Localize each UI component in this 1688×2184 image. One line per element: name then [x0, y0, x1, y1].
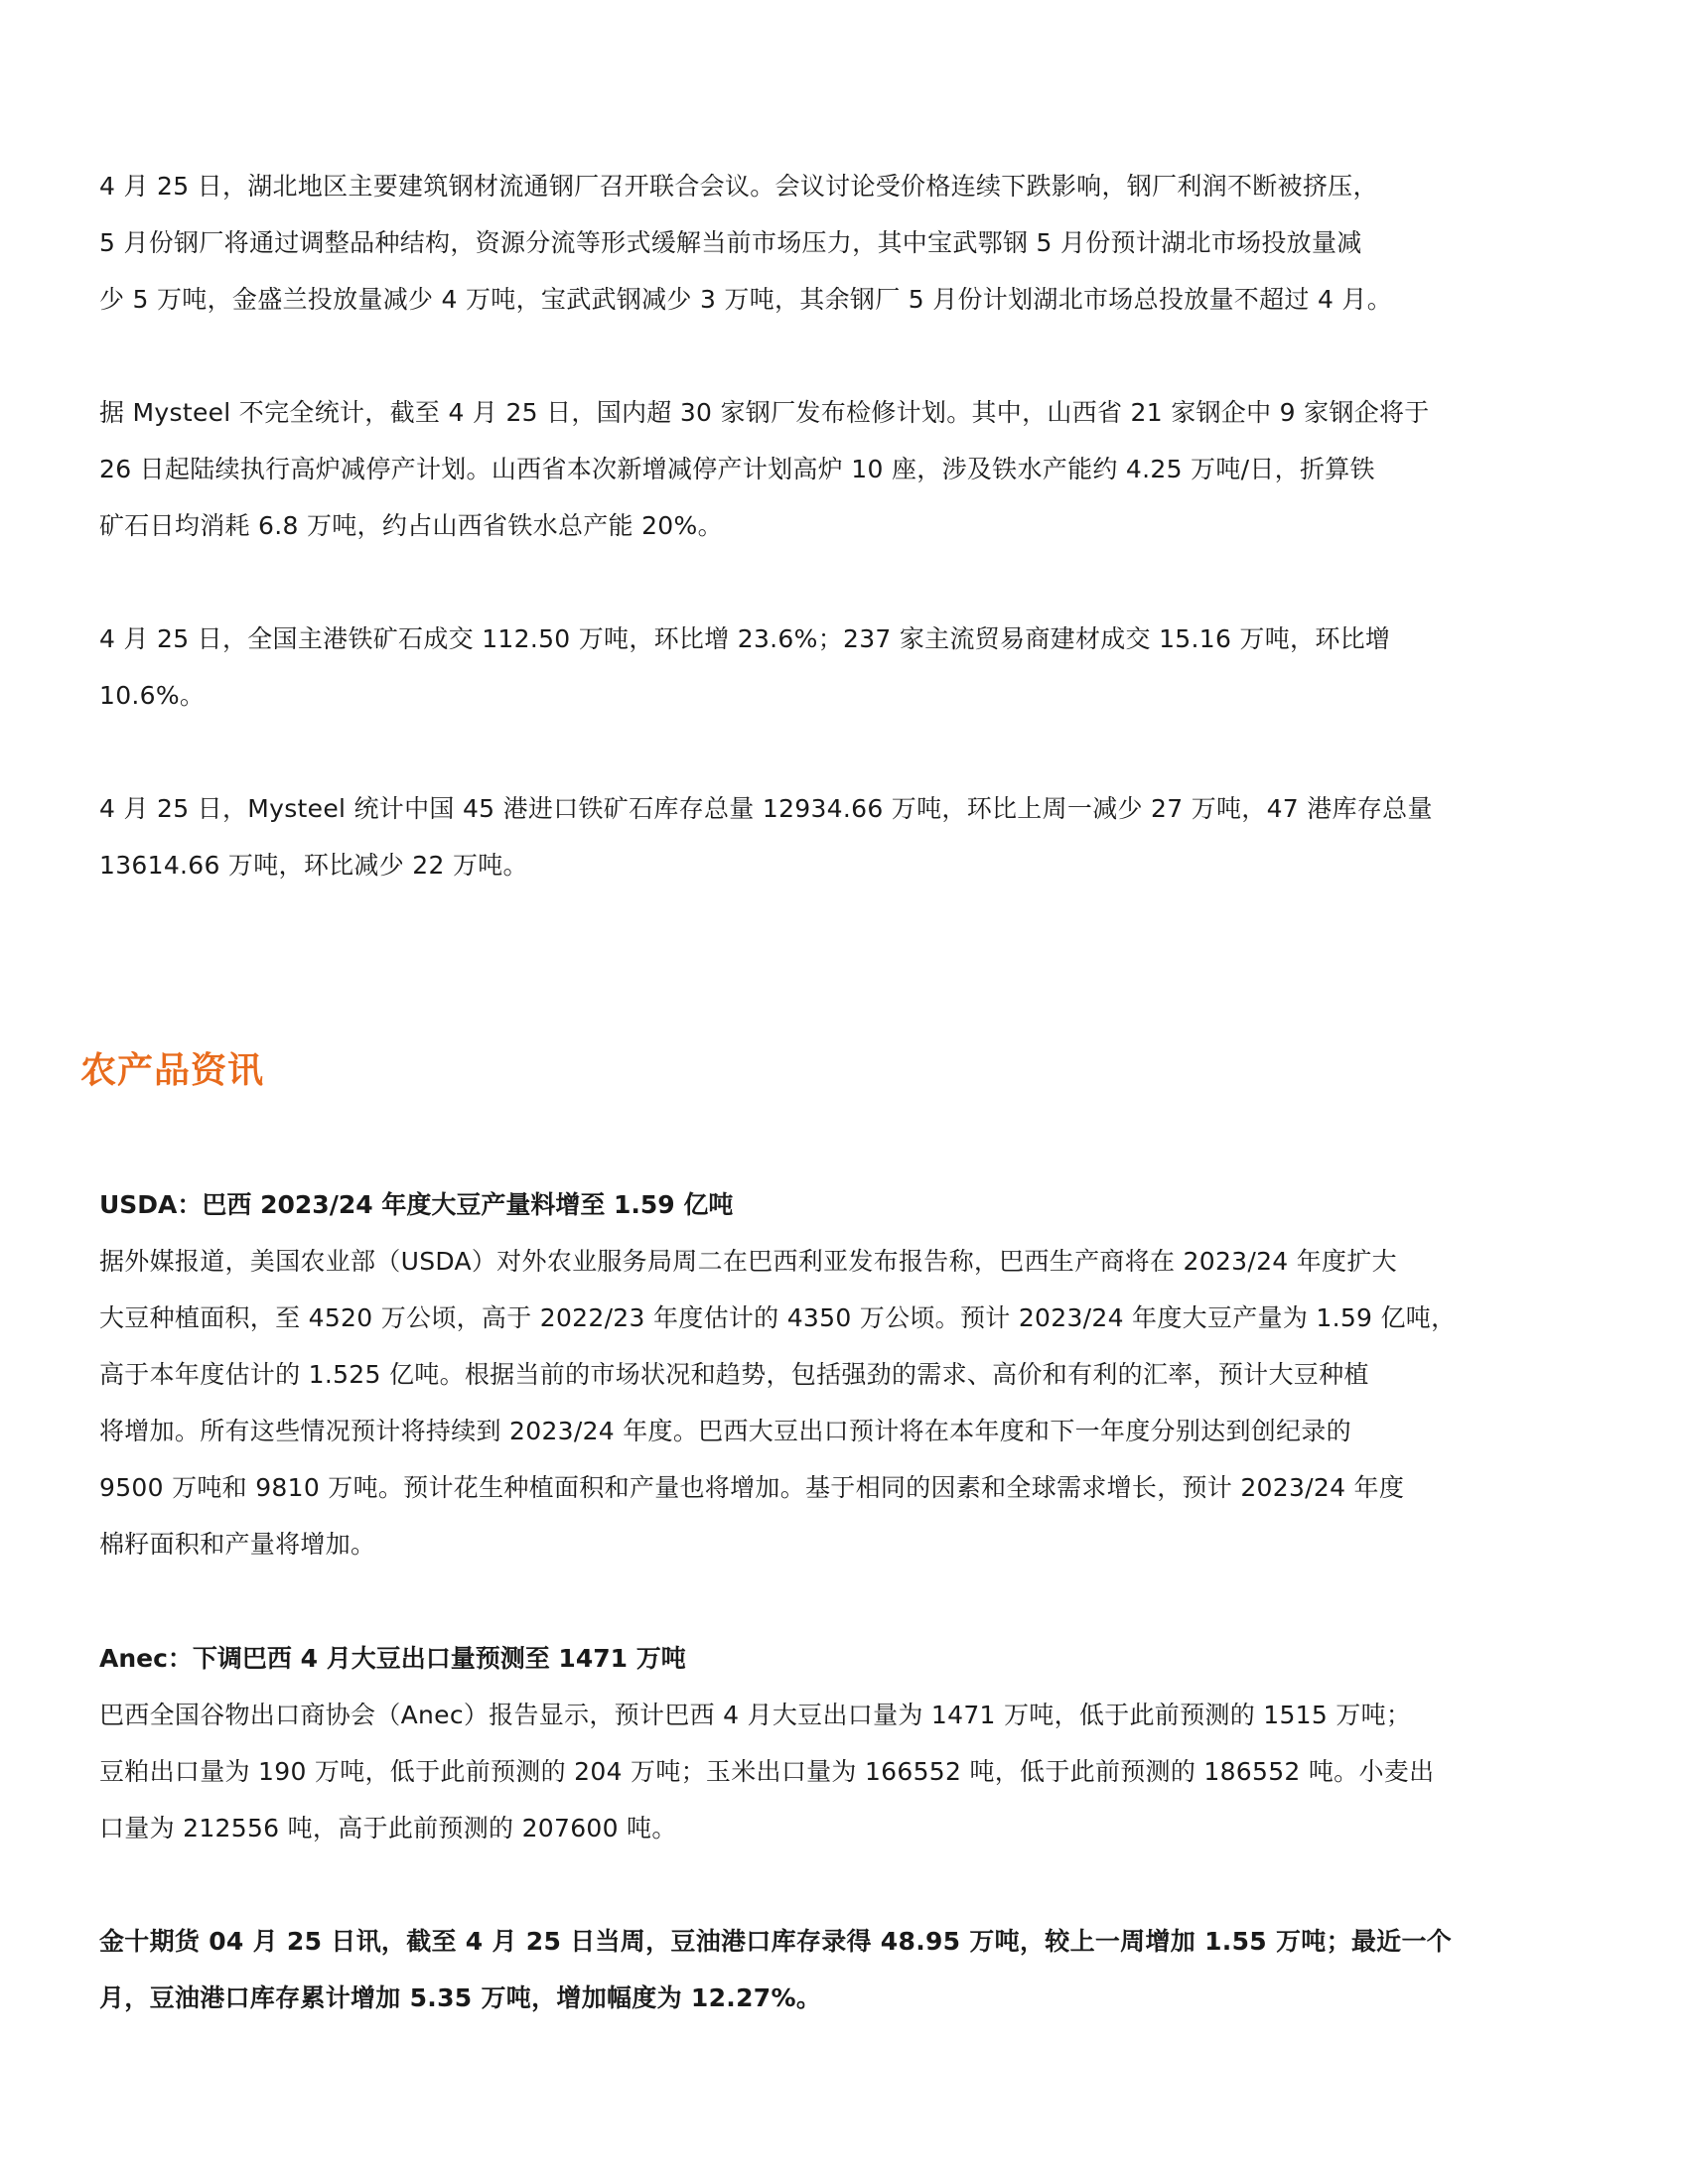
- text-line: 高于本年度估计的 1.525 亿吨。根据当前的市场状况和趋势，包括强劲的需求、高价和有利的汇率，预计大豆种植: [99, 1360, 1369, 1389]
- text-line: 13614.66 万吨，环比减少 22 万吨。: [99, 851, 528, 880]
- steel-news-paragraph-4: [99, 780, 1569, 893]
- text-line: 豆粕出口量为 190 万吨，低于此前预测的 204 万吨；玉米出口量为 166552 吨，低于此前预测的 186552 吨。小麦出: [99, 1757, 1435, 1786]
- paragraph-text: [99, 780, 1569, 893]
- paragraph-text: [99, 1233, 1569, 1572]
- paragraph-text: [99, 158, 1569, 328]
- agri-news-item-2: [99, 1630, 1569, 1856]
- text-line: 4 月 25 日，Mysteel 统计中国 45 港进口铁矿石库存总量 12934.66 万吨，环比上周一减少 27 万吨，47 港库存总量: [99, 794, 1433, 823]
- text-line: 矿石日均消耗 6.8 万吨，约占山西省铁水总产能 20%。: [99, 511, 723, 540]
- text-line: 棉籽面积和产量将增加。: [99, 1530, 376, 1559]
- text-line: 金十期货 04 月 25 日讯，截至 4 月 25 日当周，豆油港口库存录得 48.95 万吨，较上一周增加 1.55 万吨；最近一个: [99, 1927, 1453, 1956]
- section-title: 农产品资讯: [80, 1050, 265, 1091]
- steel-news-paragraph-1: [99, 158, 1569, 328]
- text-line: 口量为 212556 吨，高于此前预测的 207600 吨。: [99, 1814, 677, 1843]
- text-line: 大豆种植面积，至 4520 万公顷，高于 2022/23 年度估计的 4350 万公顷。预计 2023/24 年度大豆产量为 1.59 亿吨，: [99, 1303, 1457, 1332]
- paragraph-text: [99, 1913, 1569, 2026]
- text-line: 据外媒报道，美国农业部（USDA）对外农业服务局周二在巴西利亚发布报告称，巴西生产商将在 2023/24 年度扩大: [99, 1247, 1397, 1276]
- news-headline: USDA：巴西 2023/24 年度大豆产量料增至 1.59 亿吨: [99, 1190, 734, 1219]
- text-line: 巴西全国谷物出口商协会（Anec）报告显示，预计巴西 4 月大豆出口量为 1471 万吨，低于此前预测的 1515 万吨；: [99, 1701, 1412, 1729]
- steel-news-paragraph-3: [99, 611, 1569, 724]
- news-headline: Anec：下调巴西 4 月大豆出口量预测至 1471 万吨: [99, 1644, 686, 1673]
- agri-news-item-3: [99, 1913, 1569, 2026]
- text-line: 26 日起陆续执行高炉减停产计划。山西省本次新增减停产计划高炉 10 座，涉及铁水产能约 4.25 万吨/日，折算铁: [99, 455, 1375, 483]
- paragraph-text: [99, 384, 1569, 554]
- text-line: 据 Mysteel 不完全统计，截至 4 月 25 日，国内超 30 家钢厂发布检修计划。其中，山西省 21 家钢企中 9 家钢企将于: [99, 398, 1430, 427]
- text-line: 10.6%。: [99, 681, 206, 710]
- text-line: 9500 万吨和 9810 万吨。预计花生种植面积和产量也将增加。基于相同的因素和全球需求增长，预计 2023/24 年度: [99, 1473, 1405, 1502]
- text-line: 4 月 25 日，全国主港铁矿石成交 112.50 万吨，环比增 23.6%；237 家主流贸易商建材成交 15.16 万吨，环比增: [99, 624, 1391, 653]
- text-line: 少 5 万吨，金盛兰投放量减少 4 万吨，宝武武钢减少 3 万吨，其余钢厂 5 月份计划湖北市场总投放量不超过 4 月。: [99, 285, 1392, 314]
- text-line: 将增加。所有这些情况预计将持续到 2023/24 年度。巴西大豆出口预计将在本年度和下一年度分别达到创纪录的: [99, 1417, 1351, 1445]
- agri-news-item-1: [99, 1176, 1569, 1572]
- text-line: 5 月份钢厂将通过调整品种结构，资源分流等形式缓解当前市场压力，其中宝武鄂钢 5 月份预计湖北市场投放量减: [99, 228, 1362, 257]
- steel-news-paragraph-2: [99, 384, 1569, 554]
- text-line: 4 月 25 日，湖北地区主要建筑钢材流通钢厂召开联合会议。会议讨论受价格连续下跌影响，钢厂利润不断被挤压，: [99, 172, 1378, 201]
- text-line: 月，豆油港口库存累计增加 5.35 万吨，增加幅度为 12.27%。: [99, 1983, 822, 2012]
- paragraph-text: [99, 1687, 1569, 1856]
- paragraph-text: [99, 611, 1569, 724]
